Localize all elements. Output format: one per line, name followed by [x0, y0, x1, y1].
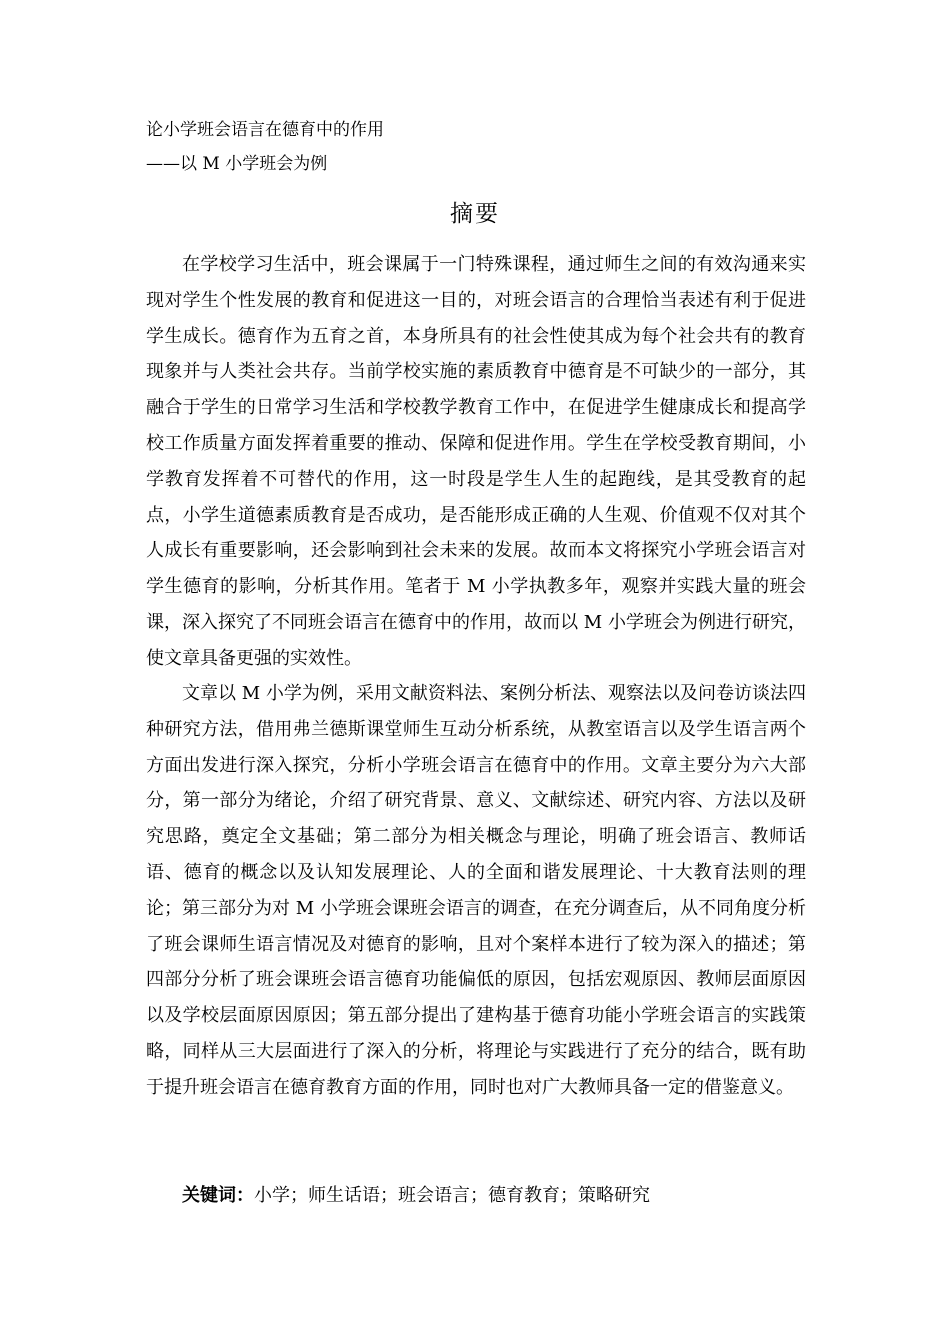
keywords-label: 关键词：	[182, 1185, 254, 1206]
abstract-heading: 摘要	[450, 201, 500, 227]
abstract-paragraph: 文章以 M 小学为例，采用文献资料法、案例分析法、观察法以及问卷访谈法四种研究方法，借用弗兰德斯课堂师生互动分析系统，从教室语言以及学生语言两个方面出发进行深入探究，分析小学班会语言在德育中的作用。文章主要分为六大部分，第一部分为绪论，介绍了研究背景、意义、文献综述、研究内容、方法以及研究思路，奠定全文基础；第二部分为相关概念与理论，明确了班会语言、教师话语、德育的概念以及认知发展理论、人的全面和谐发展理论、十大教育法则的理论；第三部分为对 M 小学班会课班会语言的调查，在充分调查后，从不同角度分析了班会课师生语言情况及对德育的影响，且对个案样本进行了较为深入的描述；第四部分分析了班会课班会语言德育功能偏低的原因，包括宏观原因、教师层面原因以及学校层面原因原因；第五部分提出了建构基于德育功能小学班会语言的实践策略，同样从三大层面进行了深入的分析，将理论与实践进行了充分的结合，既有助于提升班会语言在德育教育方面的作用，同时也对广大教师具备一定的借鉴意义。	[146, 683, 806, 1098]
keywords-text: 小学；师生话语；班会语言；德育教育；策略研究	[254, 1185, 650, 1206]
document-subtitle: ——以 M 小学班会为例	[146, 154, 328, 174]
document-title: 论小学班会语言在德育中的作用	[146, 120, 384, 140]
keywords-line	[182, 1178, 650, 1214]
abstract-paragraph: 在学校学习生活中，班会课属于一门特殊课程，通过师生之间的有效沟通来实现对学生个性发展的教育和促进这一目的，对班会语言的合理恰当表述有利于促进学生成长。德育作为五育之首，本身所具有的社会性使其成为每个社会共有的教育现象并与人类社会共存。当前学校实施的素质教育中德育是不可缺少的一部分，其融合于学生的日常学习生活和学校教学教育工作中，在促进学生健康成长和提高学校工作质量方面发挥着重要的推动、保障和促进作用。学生在学校受教育期间，小学教育发挥着不可替代的作用，这一时段是学生人生的起跑线，是其受教育的起点，小学生道德素质教育是否成功，是否能形成正确的人生观、价值观不仅对其个人成长有重要影响，还会影响到社会未来的发展。故而本文将探究小学班会语言对学生德育的影响，分析其作用。笔者于 M 小学执教多年，观察并实践大量的班会课，深入探究了不同班会语言在德育中的作用，故而以 M 小学班会为例进行研究，使文章具备更强的实效性。	[146, 254, 806, 669]
